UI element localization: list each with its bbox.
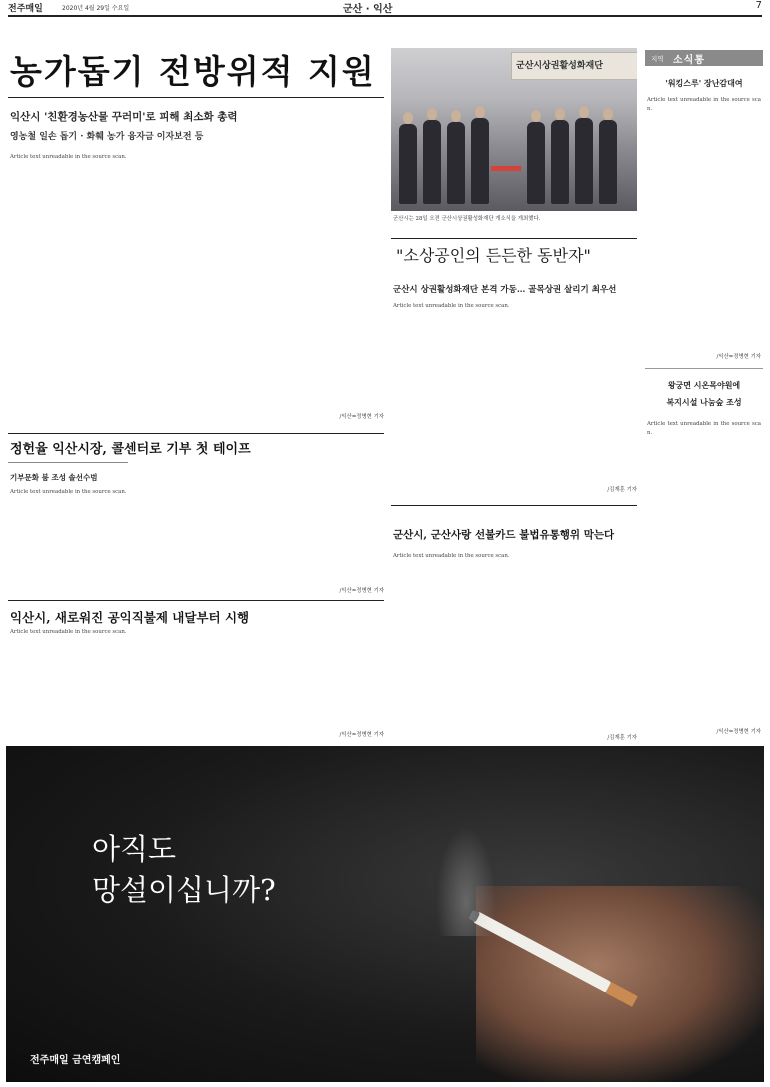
top-article-body-col3 xyxy=(265,108,384,408)
article2-body-col3 xyxy=(262,470,384,570)
article4-body-col2 xyxy=(136,628,256,738)
feature-top-rule xyxy=(391,238,637,239)
top-article-byline: /익산=정병현 기자 xyxy=(339,414,384,420)
article4-body-col1: Article text unreadable in the source scan. xyxy=(10,629,127,635)
article4-top-rule xyxy=(8,600,384,601)
masthead-date: 2020년 4월 29일 수요일 xyxy=(62,5,130,12)
sidebar-header-prefix: 지역 xyxy=(651,55,664,63)
feature-body-col2 xyxy=(518,302,637,482)
article3-body-col1: Article text unreadable in the source scan. xyxy=(393,553,510,559)
ad-headline-line1: 아직도 xyxy=(92,832,177,866)
sidebar-item1-body: Article text unreadable in the source scan. xyxy=(647,97,761,112)
top-article-body-col1: Article text unreadable in the source scan. xyxy=(10,154,127,160)
ceremony-photo xyxy=(391,48,637,211)
article4-body-col3 xyxy=(262,628,384,724)
sidebar-item2-body: Article text unreadable in the source scan. xyxy=(647,421,761,436)
top-headline: 농가돕기 전방위적 지원 xyxy=(10,52,376,91)
page-number: 7 xyxy=(755,0,762,11)
article2-body-col2 xyxy=(136,470,256,588)
ad-footer: 전주매일 금연캠페인 xyxy=(30,1055,121,1066)
article3-byline: /김재훈 기자 xyxy=(607,735,637,741)
photo-banner: 군산시상권활성화재단 xyxy=(511,52,637,80)
article3-body-col2 xyxy=(518,552,637,732)
masthead-section: 군산 · 익산 xyxy=(343,4,393,15)
sidebar-header-title: 소식통 xyxy=(673,55,705,66)
article2-byline: /익산=정병현 기자 xyxy=(339,588,384,594)
sidebar-item1-byline: /익산=정병현 기자 xyxy=(716,354,761,360)
photo-caption: 군산시는 28일 오전 군산시상권활성화재단 개소식을 개최했다. xyxy=(393,216,541,222)
feature-subheadline: 군산시 상권활성화재단 본격 가동… 골목상권 살리기 최우선 xyxy=(393,285,617,295)
masthead-rule xyxy=(8,15,762,17)
article2-headline: 정헌율 익산시장, 콜센터로 기부 첫 테이프 xyxy=(10,442,251,457)
sidebar-item2-title2: 복지시설 나눔숲 조성 xyxy=(666,397,742,407)
sidebar-item2-title: 왕궁면 시온목야원에 xyxy=(667,380,741,390)
sidebar-divider xyxy=(645,368,763,369)
ad-headline-line2: 망설이십니까? xyxy=(92,873,276,907)
article2-body-col1: Article text unreadable in the source scan. xyxy=(10,489,127,495)
article2-subheadline: 기부문화 붐 조성 솔선수범 xyxy=(10,473,98,482)
top-subheadline-2: 영농철 일손 돕기 · 화훼 농가 융자금 이자보전 등 xyxy=(10,132,204,142)
sidebar-item1-title: '워킹스루' 장난감대여 xyxy=(665,78,743,88)
ad-hand-shape xyxy=(476,886,764,1082)
article2-sub-rule xyxy=(8,462,128,463)
article4-headline: 익산시, 새로워진 공익직불제 내달부터 시행 xyxy=(10,610,250,625)
masthead-paper: 전주매일 xyxy=(8,4,43,14)
sidebar-header xyxy=(645,50,763,66)
masthead xyxy=(8,0,762,14)
feature-quote: "소상공인의 든든한 동반자" xyxy=(396,246,591,265)
top-subheadline-1: 익산시 '친환경농산물 꾸러미'로 피해 최소화 총력 xyxy=(10,111,238,123)
feature-byline: /김재훈 기자 xyxy=(607,487,637,493)
feature-body-col1: Article text unreadable in the source scan. xyxy=(393,303,510,309)
article3-headline: 군산시, 군산사랑 선불카드 불법유통행위 막는다 xyxy=(393,529,615,541)
article2-top-rule xyxy=(8,433,384,434)
sidebar-item2-byline: /익산=정병현 기자 xyxy=(716,729,761,735)
article4-byline: /익산=정병현 기자 xyxy=(339,732,384,738)
smoke-shape xyxy=(436,826,496,936)
anti-smoking-ad xyxy=(6,746,764,1082)
article3-top-rule xyxy=(391,505,637,506)
headline-rule xyxy=(8,97,384,98)
